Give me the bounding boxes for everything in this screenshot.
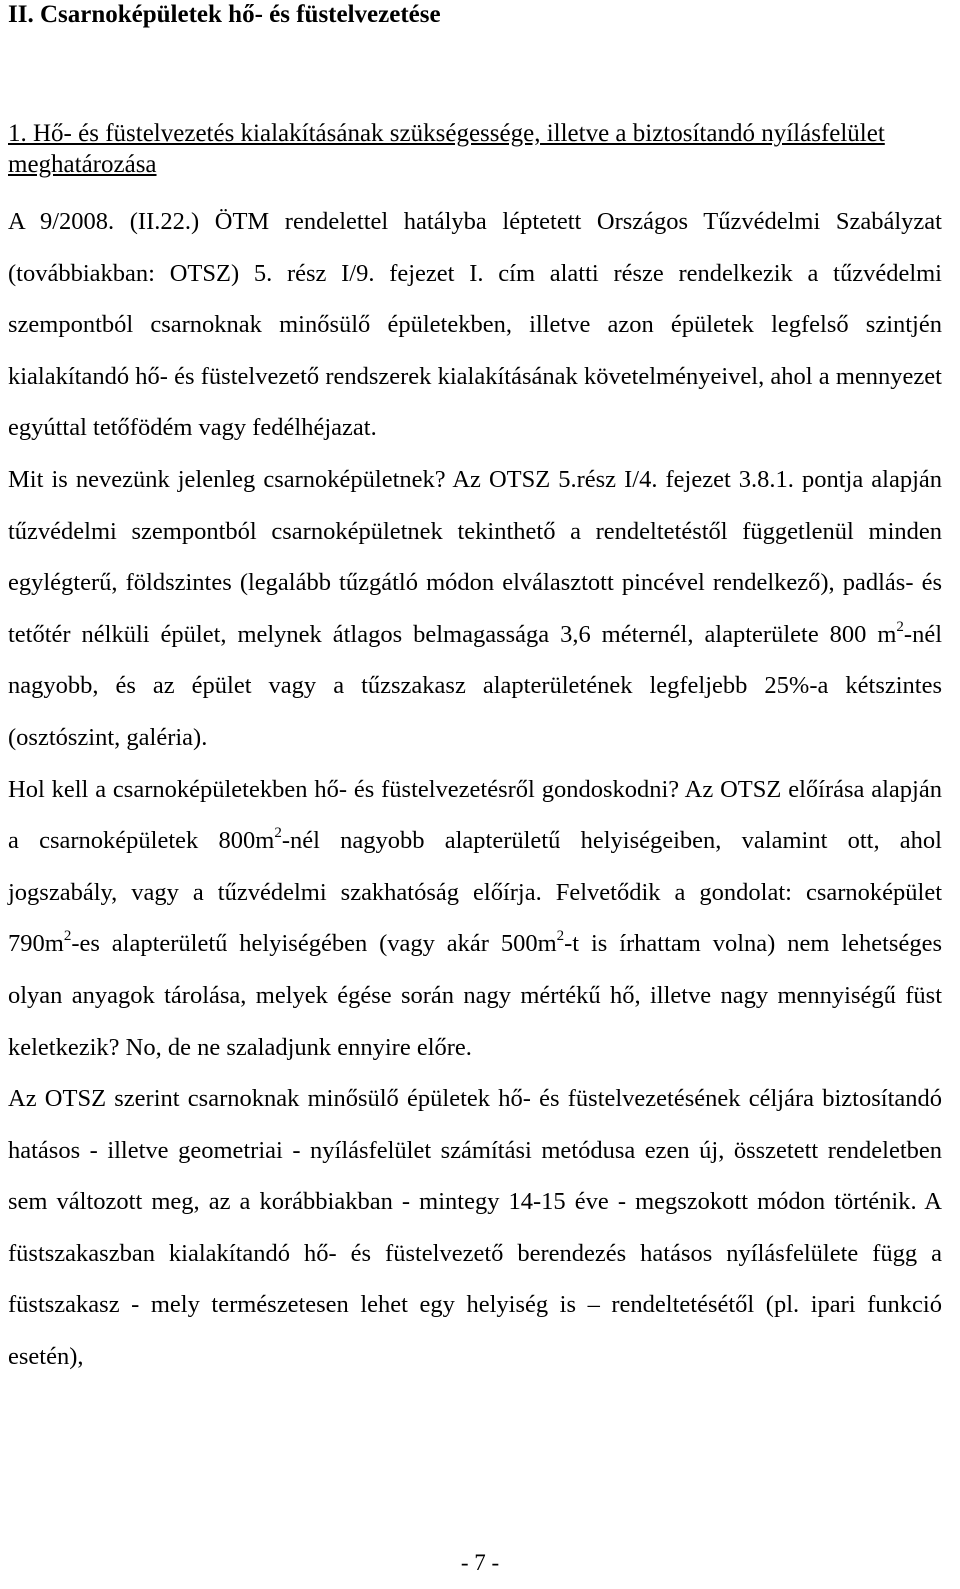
paragraph-4: Az OTSZ szerint csarnoknak minősülő épületek hő- és füstelvezetésének céljára biztosítandó hatásos - illetve geometriai - nyílásfelület számítási metódusa ezen új, összetett rendeletben sem változott meg, az a korábbiakban - mintegy 14-15 éve - megszokott módon történik. A füstszakaszban kialakítandó hő- és füstelvezető berendezés hatásos nyílásfelülete függ a füstszakasz - mely természetesen lehet egy helyiség is – rendeltetésétől (pl. ipari funkció esetén), bbox=[8, 1085, 942, 1371]
paragraph-2: Mit is nevezünk jelenleg csarnoképületnek? Az OTSZ 5.rész I/4. fejezet 3.8.1. pontja alapján tűzvédelmi szempontból csarnoképületnek tekinthető a rendeltetéstől függetlenül minden egylégterű, földszintes (legalább tűzgátló módon elválasztott pincével rendelkező), padlás- és tetőtér nélküli épület, melynek átlagos belmagassága 3,6 méternél, alapterülete 800 $m^2$-nél nagyobb, és az épület vagy a tűzszakasz alapterületének legfeljebb 25%-a kétszintes (osztószint, galéria). bbox=[8, 465, 942, 751]
section-heading: 1. Hő- és füstelvezetés kialakításának szükségessége, illetve a biztosítandó nyílásfelület meghatározása bbox=[8, 120, 885, 178]
paragraph-1: A 9/2008. (II.22.) ÖTM rendelettel hatályba léptetett Országos Tűzvédelmi Szabályzat (továbbiakban: OTSZ) 5. rész I/9. fejezet I. cím alatti része rendelkezik a tűzvédelmi szempontból csarnoknak minősülő épületekben, illetve azon épületek legfelső szintjén kialakítandó hő- és füstelvezető rendszerek kialakításának követelményeivel, ahol a mennyezet egyúttal tetőfödém vagy fedélhéjazat. bbox=[8, 208, 942, 442]
page-number: - 7 - bbox=[460, 1550, 500, 1575]
paragraph-3: Hol kell a csarnoképületekben hő- és füstelvezetésről gondoskodni? Az OTSZ előírása alapján a csarnoképületek $800m^2$-nél nagyobb alapterületű helyiségeiben, valamint ott, ahol jogszabály, vagy a tűzvédelmi szakhatóság előírja. Felvetődik a gondolat: csarnoképület $790m^2-es$ alapterületű helyiségében (vagy akár $500m^2-t$ is írhattam volna) nem lehetséges olyan anyagok tárolása, melyek égése során nagy mértékű hő, illetve nagy mennyiségű füst keletkezik? No, de ne szaladjunk ennyire előre. bbox=[8, 775, 942, 1061]
body-text bbox=[8, 196, 942, 1383]
document-title: II. Csarnoképületek hő- és füstelvezetése bbox=[8, 1, 441, 28]
